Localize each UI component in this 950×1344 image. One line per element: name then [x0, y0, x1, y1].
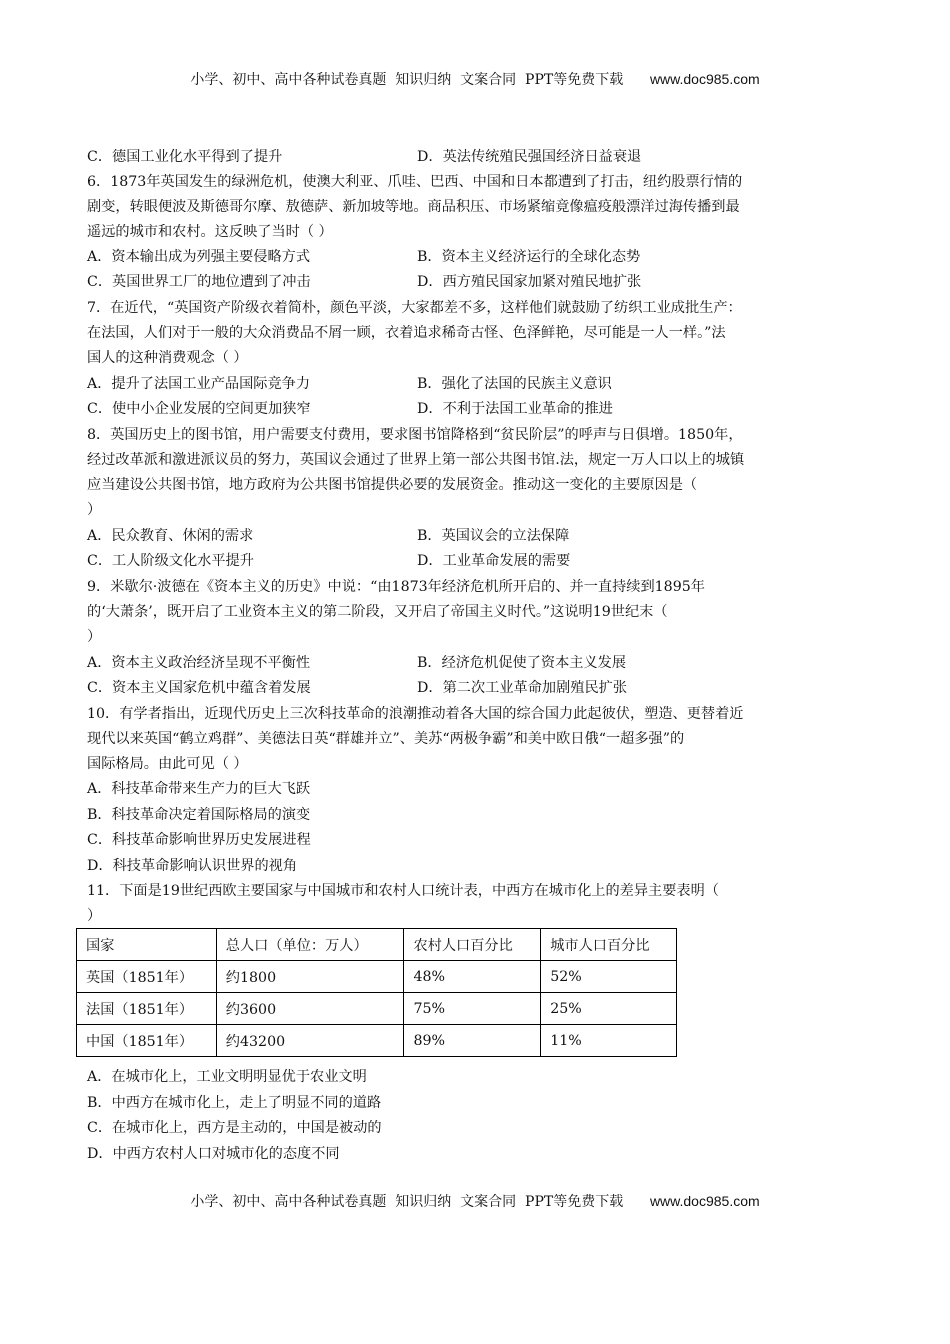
q9-option-d: D．第二次工业革命加剧殖民扩张 — [417, 680, 628, 696]
table-cell: 中国（1851年） — [77, 1025, 217, 1057]
footer-text: 小学、初中、高中各种试卷真题 知识归纳 文案合同 PPT等免费下载 — [190, 1194, 624, 1210]
q11-option-a: A．在城市化上，工业文明明显优于农业文明 — [87, 1069, 367, 1085]
q6-options-ab — [87, 247, 641, 267]
q7-stem-line-2: 在法国，人们对于一般的大众消费品不屑一顾，衣着追求稀奇古怪、色泽鲜艳，尽可能是一人一样。”法 — [87, 325, 726, 341]
q9-stem-line-3: ） — [87, 629, 102, 645]
q6-option-a: A．资本输出成为列强主要侵略方式 — [87, 249, 311, 265]
q10-stem-line-2: 现代以来英国“鹤立鸡群”、美德法日英“群雄并立”、美苏“两极争霸”和美中欧日俄“一超多强”的 — [87, 731, 685, 747]
table-cell: 89% — [404, 1025, 541, 1057]
table-cell: 11% — [541, 1025, 677, 1057]
q9-options-cd — [87, 678, 628, 698]
q6-stem-line-3: 遥远的城市和农村。这反映了当时（ ） — [87, 224, 333, 240]
table-cell: 约43200 — [216, 1025, 404, 1057]
q11-stem-line-1: 11．下面是19世纪西欧主要国家与中国城市和农村人口统计表，中西方在城市化上的差异主要表明（ — [87, 883, 719, 899]
table-row — [77, 993, 677, 1025]
table-header-cell: 国家 — [77, 929, 217, 961]
population-table — [76, 928, 677, 1057]
q7-option-d: D．不利于法国工业革命的推进 — [417, 401, 613, 417]
q10-stem-line-1: 10．有学者指出，近现代历史上三次科技革命的浪潮推动着各大国的综合国力此起彼伏，塑造、更替着近 — [87, 706, 744, 722]
table-row — [77, 1025, 677, 1057]
q8-stem-line-2: 经过改革派和激进派议员的努力，英国议会通过了世界上第一部公共图书馆.法，规定一万人口以上的城镇 — [87, 452, 745, 468]
table-cell: 52% — [541, 961, 677, 993]
q6-option-b: B．资本主义经济运行的全球化态势 — [417, 249, 641, 265]
table-cell: 75% — [404, 993, 541, 1025]
q7-stem-line-1: 7．在近代，“英国资产阶级衣着简朴，颜色平淡，大家都差不多，这样他们就鼓励了纺织工业成批生产： — [87, 300, 742, 316]
table-cell: 英国（1851年） — [77, 961, 217, 993]
table-header-cell: 总人口（单位：万人） — [216, 929, 404, 961]
q6-options-cd — [87, 272, 642, 292]
q6-stem-line-2: 剧变，转眼便波及斯德哥尔摩、敖德萨、新加坡等地。商品积压、市场紧缩竟像瘟疫般漂洋过海传播到最 — [87, 199, 740, 215]
q5-option-c: C．德国工业化水平得到了提升 — [87, 149, 283, 165]
q10-option-b: B．科技革命决定着国际格局的演变 — [87, 807, 311, 823]
q9-options-ab — [87, 653, 627, 673]
q5-option-d: D．英法传统殖民强国经济日益衰退 — [417, 149, 642, 165]
q6-option-d: D．西方殖民国家加紧对殖民地扩张 — [417, 274, 642, 290]
q8-stem-line-4: ） — [87, 502, 102, 518]
q10-option-a: A．科技革命带来生产力的巨大飞跃 — [87, 781, 311, 797]
footer-site-link[interactable]: www.doc985.com — [649, 1193, 760, 1209]
table-header-cell: 农村人口百分比 — [404, 929, 541, 961]
q9-option-b: B．经济危机促使了资本主义发展 — [417, 655, 627, 671]
q6-stem-line-1: 6．1873年英国发生的绿洲危机，使澳大利亚、爪哇、巴西、中国和日本都遭到了打击，纽约股票行情的 — [87, 174, 743, 190]
q7-option-a: A．提升了法国工业产品国际竞争力 — [87, 376, 311, 392]
q8-stem-line-3: 应当建设公共图书馆，地方政府为公共图书馆提供必要的发展资金。推动这一变化的主要原因是（ — [87, 477, 698, 493]
q8-option-a: A．民众教育、休闲的需求 — [87, 528, 254, 544]
q7-options-ab — [87, 374, 612, 394]
q11-option-d: D．中西方农村人口对城市化的态度不同 — [87, 1146, 340, 1162]
q7-stem-line-3: 国人的这种消费观念（ ） — [87, 350, 248, 366]
q7-options-cd — [87, 399, 613, 419]
q8-option-c: C．工人阶级文化水平提升 — [87, 553, 254, 569]
table-cell: 约1800 — [216, 961, 404, 993]
q8-option-d: D．工业革命发展的需要 — [417, 553, 571, 569]
header-text: 小学、初中、高中各种试卷真题 知识归纳 文案合同 PPT等免费下载 — [190, 72, 624, 88]
q11-option-b: B．中西方在城市化上，走上了明显不同的道路 — [87, 1095, 382, 1111]
q8-option-b: B．英国议会的立法保障 — [417, 528, 570, 544]
table-cell: 法国（1851年） — [77, 993, 217, 1025]
header-site-link[interactable]: www.doc985.com — [649, 71, 760, 87]
table-header-row — [77, 929, 677, 961]
q11-stem-line-2: ） — [87, 908, 102, 924]
q7-option-b: B．强化了法国的民族主义意识 — [417, 376, 612, 392]
table-cell: 48% — [404, 961, 541, 993]
q9-stem-line-2: 的‘大萧条’，既开启了工业资本主义的第二阶段，又开启了帝国主义时代。”这说明19世纪末（ — [87, 604, 668, 620]
q11-option-c: C．在城市化上，西方是主动的，中国是被动的 — [87, 1120, 382, 1136]
q9-option-a: A．资本主义政治经济呈现不平衡性 — [87, 655, 311, 671]
q9-stem-line-1: 9．米歇尔·波德在《资本主义的历史》中说：“由1873年经济危机所开启的、并一直持续到1895年 — [87, 579, 705, 595]
q8-options-cd — [87, 551, 571, 571]
q10-option-c: C．科技革命影响世界历史发展进程 — [87, 832, 311, 848]
table-header-cell: 城市人口百分比 — [541, 929, 677, 961]
q6-option-c: C．英国世界工厂的地位遭到了冲击 — [87, 274, 311, 290]
table-cell: 25% — [541, 993, 677, 1025]
q8-options-ab — [87, 526, 570, 546]
q8-stem-line-1: 8．英国历史上的图书馆，用户需要支付费用，要求图书馆降格到“贫民阶层”的呼声与日俱增。1850年， — [87, 427, 743, 443]
page-footer — [0, 1191, 950, 1211]
q10-stem-line-3: 国际格局。由此可见（ ） — [87, 756, 248, 772]
q7-option-c: C．使中小企业发展的空间更加狭窄 — [87, 401, 311, 417]
table-row — [77, 961, 677, 993]
q9-option-c: C．资本主义国家危机中蕴含着发展 — [87, 680, 311, 696]
page-header — [0, 69, 950, 89]
q5-options-cd — [87, 147, 642, 167]
table-cell: 约3600 — [216, 993, 404, 1025]
q10-option-d: D．科技革命影响认识世界的视角 — [87, 858, 298, 874]
